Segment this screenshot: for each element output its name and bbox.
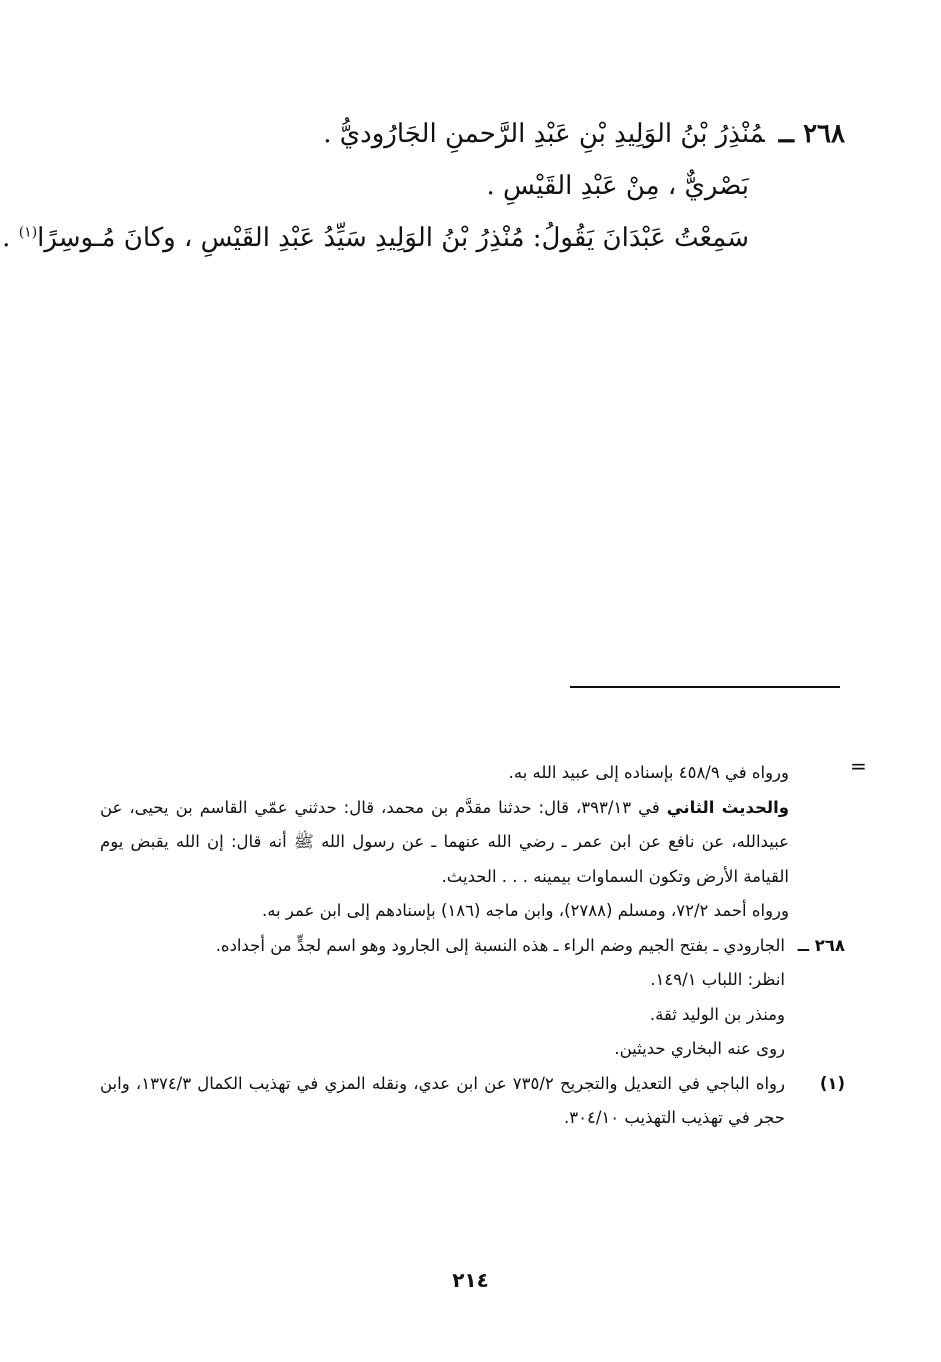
entry-title-line <box>95 108 845 160</box>
footnote-separator <box>570 686 840 688</box>
entry-origin-line: بَصْريٌّ ، مِنْ عَبْدِ القَيْسِ . <box>486 171 749 201</box>
footnotes <box>100 756 845 1136</box>
footnote-268-bukhari: روى عنه البخاري حديثين. <box>614 1039 785 1058</box>
footnote-268 <box>100 929 845 1067</box>
footnote-268-thiqa: ومنذر بن الوليد ثقة. <box>649 1004 785 1024</box>
footnote-reference: (١) <box>18 224 38 241</box>
entry-quote-line <box>2 212 845 264</box>
entry-number: ٢٦٨ ــ <box>778 119 845 149</box>
continuation-mark: = <box>850 754 867 778</box>
entry-title: مُنْذِرُ بْنُ الوَلِيدِ بْنِ عَبْدِ الرَّحمنِ الجَارُوديُّ . <box>323 119 765 149</box>
entry-268 <box>2 108 845 264</box>
footnote-1-number: (١) <box>819 1073 845 1093</box>
footnote-1 <box>100 1067 845 1136</box>
footnote-continued-1: ورواه في ٤٥٨/٩ بإسناده إلى عبيد الله به. <box>508 763 789 782</box>
footnote-268-text: الجارودي ـ بفتح الجيم وضم الراء ـ هذه النسبة إلى الجارود وهو اسم لجدٍّ من أجداده. <box>215 935 785 955</box>
page-number: ٢١٤ <box>452 1268 489 1292</box>
hadith-two-lead: والحديث الثاني <box>666 797 789 817</box>
footnote-1-text: رواه الباجي في التعديل والتجريح ٧٣٥/٢ عن ابن عدي، ونقله المزي في تهذيب الكمال ١٣٧٤/٣، وابن حجر في تهذيب التهذيب ٣٠٤/١٠. <box>100 1073 785 1127</box>
footnote-268-reference: انظر: اللباب ١٤٩/١. <box>650 970 785 989</box>
entry-quote-text: سَمِعْتُ عَبْدَانَ يَقُولُ: مُنْذِرُ بْنُ الوَلِيدِ سَيِّدُ عَبْدِ القَيْسِ ، وكانَ مُـوسِرًا <box>37 223 749 253</box>
footnote-hadith-two <box>100 791 845 895</box>
hadith-two-text: في ٣٩٣/١٣، قال: حدثنا مقدَّم بن محمد، قال: حدثني عمّي القاسم بن يحيى، عن عبيدالله، عن نافع عن ابن عمر ـ رضي الله عنهما ـ عن رسول الله ﷺ أنه قال: إن الله يقبض يوم القيامة الأرض وتكون السماوات بيمينه . . . الحديث. <box>100 797 789 886</box>
footnote-continued-2: ورواه أحمد ٧٢/٢، ومسلم (٢٧٨٨)، وابن ماجه (١٨٦) بإسنادهم إلى ابن عمر به. <box>261 901 789 920</box>
footnote-268-number: ٢٦٨ ــ <box>797 935 845 955</box>
entry-quote-end: . <box>2 223 19 253</box>
